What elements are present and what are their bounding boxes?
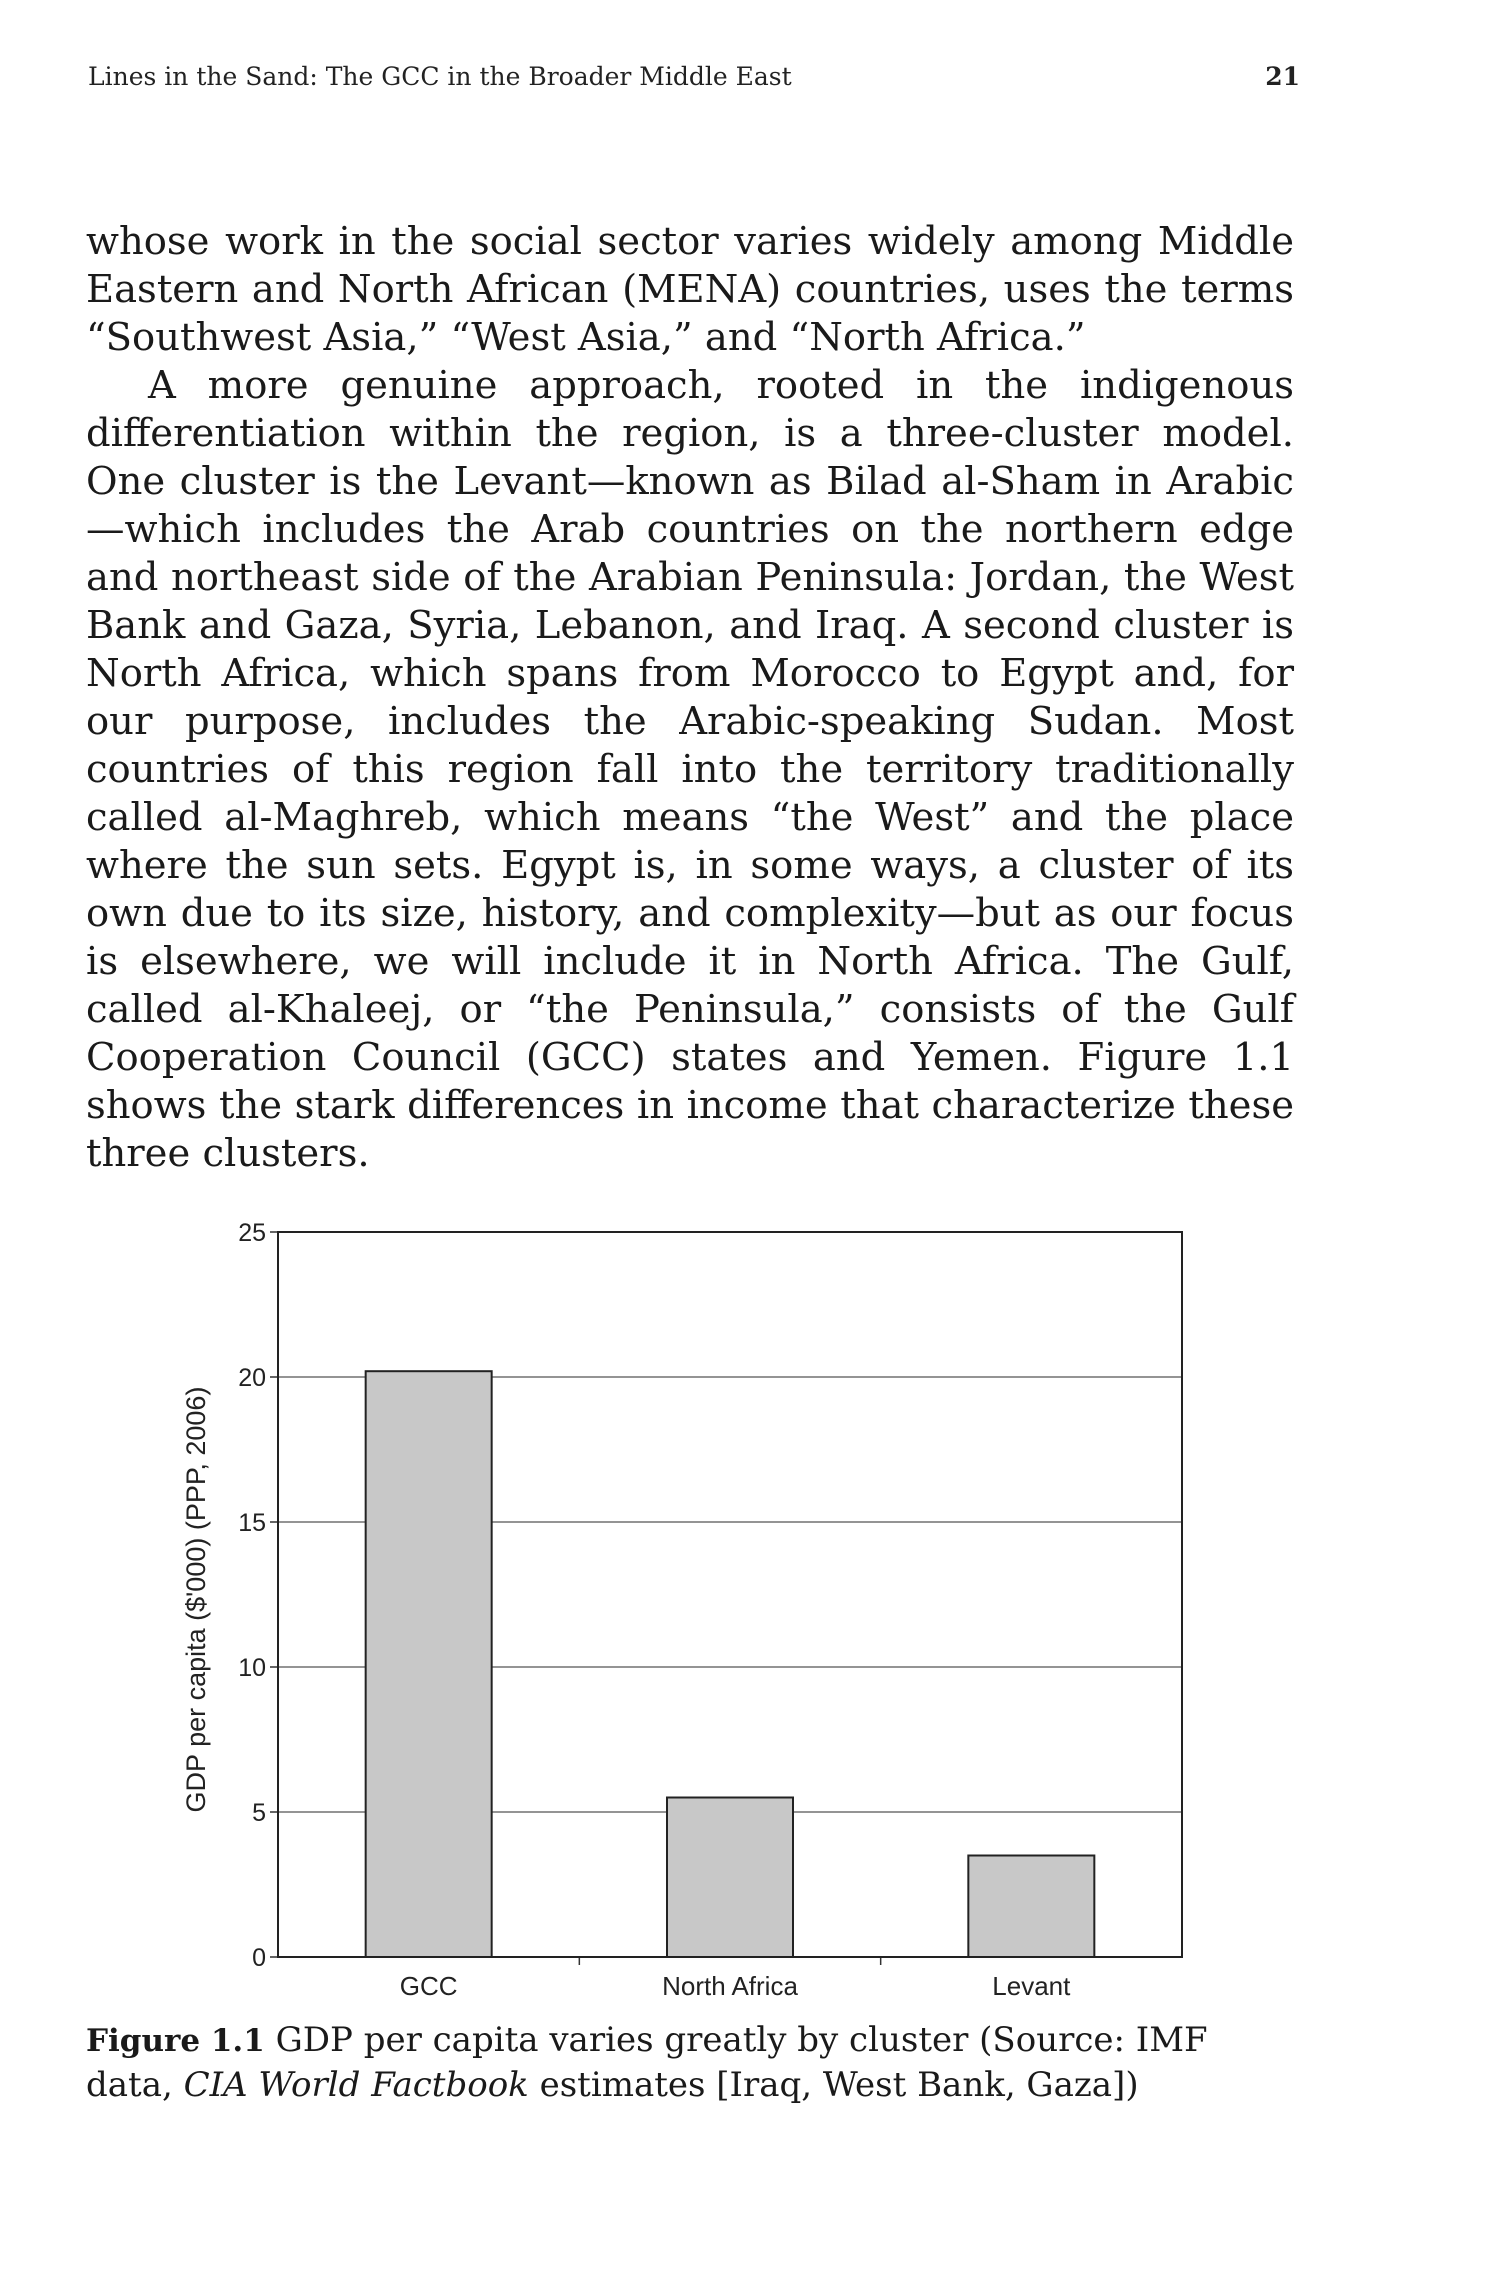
y-tick-label: 15 — [238, 1509, 266, 1537]
y-axis-label: GDP per capita ($'000) (PPP, 2006) — [181, 1386, 211, 1813]
x-tick-label: GCC — [399, 1971, 458, 2001]
page-number: 21 — [1265, 62, 1300, 91]
running-head-title: Lines in the Sand: The GCC in the Broader Middle East — [88, 62, 792, 91]
y-tick-label: 20 — [238, 1364, 266, 1392]
caption-text: GDP per capita varies greatly by cluster (Source: IMF data, — [86, 2020, 1208, 2105]
body-text — [86, 218, 1294, 1178]
x-tick-label: North Africa — [662, 1971, 798, 2001]
caption-label: Figure 1.1 — [86, 2023, 265, 2059]
y-tick-label: 0 — [252, 1944, 266, 1972]
paragraph-2: A more genuine approach, rooted in the indigenous differentiation within the region, is a three-cluster model. One cluster is the Levant—known as Bilad al-Sham in Arabic—which includes the Arab countries on the northern edge and northeast side of the Arabian Peninsula: Jordan, the West Bank and Gaza, Syria, Lebanon, and Iraq. A second cluster is North Africa, which spans from Morocco to Egypt and, for our purpose, includes the Arabic-speaking Sudan. Most countries of this region fall into the territory traditionally called al-Maghreb, which means “the West” and the place where the sun sets. Egypt is, in some ways, a cluster of its own due to its size, history, and complexity—but as our focus is elsewhere, we will include it in North Africa. The Gulf, called al-Khaleej, or “the Peninsula,” consists of the Gulf Cooperation Council (GCC) states and Yemen. Figure 1.1 shows the stark differences in income that characterize these three clusters. — [86, 363, 1294, 1176]
paragraph-1: whose work in the social sector varies widely among Middle Eastern and North African (MENA) countries, uses the terms “Southwest Asia,” “West Asia,” and “North Africa.” — [86, 219, 1294, 360]
caption-italic: CIA World Factbook — [183, 2065, 529, 2105]
bar-north-africa — [667, 1798, 793, 1958]
figure-caption — [86, 2018, 1286, 2107]
y-tick-label: 25 — [238, 1219, 266, 1247]
y-tick-label: 5 — [252, 1799, 266, 1827]
y-tick-label: 10 — [238, 1654, 266, 1682]
x-tick-label: Levant — [992, 1971, 1071, 2001]
bar-chart — [0, 1200, 1500, 2020]
figure-chart — [0, 1200, 1500, 2020]
bar-levant — [968, 1856, 1094, 1958]
caption-text-after: estimates [Iraq, West Bank, Gaza]) — [539, 2065, 1139, 2105]
bar-gcc — [366, 1371, 492, 1957]
